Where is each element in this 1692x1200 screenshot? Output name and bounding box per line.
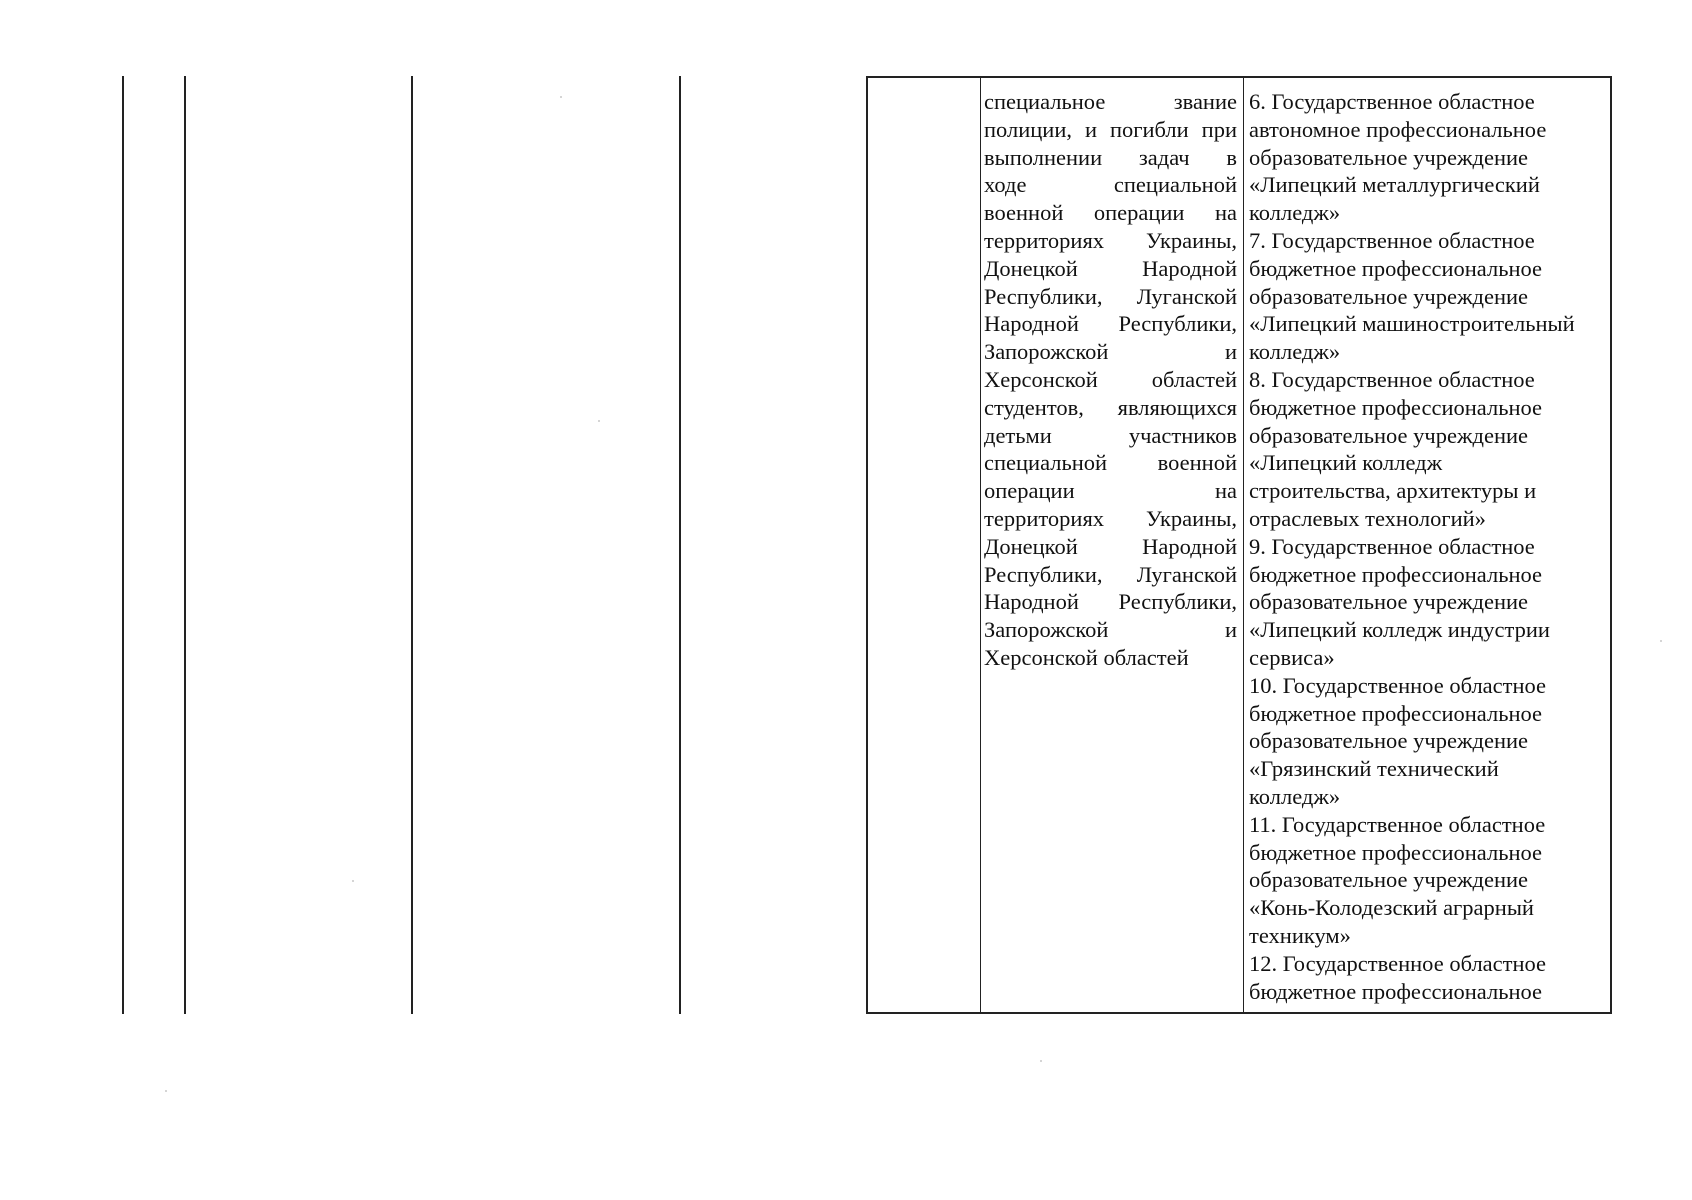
text-line: Запорожской и <box>984 339 1237 365</box>
text-line: бюджетное профессиональное <box>1249 561 1543 587</box>
text-line: «Конь-Колодезский аграрный <box>1249 895 1534 921</box>
text-line: Народной Республики, <box>984 589 1237 615</box>
text-line: образовательное учреждение <box>1249 144 1529 170</box>
text-line: 6. Государственное областное <box>1249 89 1535 114</box>
text-line: образовательное учреждение <box>1249 283 1529 309</box>
table-column-separator <box>1243 78 1244 1012</box>
text-line: Херсонской областей <box>984 644 1189 670</box>
text-line: образовательное учреждение <box>1249 867 1529 893</box>
text-line: операции на <box>984 478 1237 504</box>
text-line: техникум» <box>1249 922 1351 948</box>
text-line: выполнении задач в <box>984 144 1237 170</box>
text-line: 8. Государственное областное <box>1249 366 1535 392</box>
text-line: полиции, и погибли при <box>984 116 1237 142</box>
scan-speck <box>1660 640 1662 642</box>
text-line: территориях Украины, <box>984 505 1237 531</box>
left-table-rule-2 <box>184 76 186 1014</box>
text-line: сервиса» <box>1249 644 1335 670</box>
text-line: студентов, являющихся <box>984 394 1237 420</box>
text-line: бюджетное профессиональное <box>1249 839 1543 865</box>
scan-speck <box>1040 1060 1042 1062</box>
text-line: Донецкой Народной <box>984 533 1237 559</box>
text-line: бюджетное профессиональное <box>1249 255 1543 281</box>
text-line: колледж» <box>1249 200 1341 226</box>
text-line: отраслевых технологий» <box>1249 505 1486 531</box>
text-line: 11. Государственное областное <box>1249 811 1546 837</box>
text-line: специальное звание <box>984 89 1237 114</box>
text-line: военной операции на <box>984 200 1237 226</box>
document-table <box>866 76 1612 1014</box>
left-table-rule-3 <box>411 76 413 1014</box>
text-line: «Грязинский технический <box>1249 756 1499 782</box>
scan-speck <box>560 96 562 98</box>
text-line: образовательное учреждение <box>1249 728 1529 754</box>
text-line: «Липецкий колледж <box>1249 450 1443 476</box>
text-line: образовательное учреждение <box>1249 422 1529 448</box>
text-line: строительства, архитектуры и <box>1249 478 1537 504</box>
text-line: ходе специальной <box>984 172 1237 198</box>
text-line: детьми участников <box>984 422 1237 448</box>
scan-speck <box>598 420 600 422</box>
scan-speck <box>165 1090 167 1092</box>
text-line: Народной Республики, <box>984 311 1237 337</box>
text-line: Республики, Луганской <box>984 561 1237 587</box>
text-line: 7. Государственное областное <box>1249 227 1535 253</box>
text-line: Донецкой Народной <box>984 255 1237 281</box>
text-line: специальной военной <box>984 450 1237 476</box>
text-line: «Липецкий колледж индустрии <box>1249 617 1550 643</box>
text-line: колледж» <box>1249 783 1341 809</box>
text-line: 12. Государственное областное <box>1249 950 1547 976</box>
text-line: бюджетное профессиональное <box>1249 978 1543 1004</box>
text-line: 10. Государственное областное <box>1249 672 1547 698</box>
text-line: бюджетное профессиональное <box>1249 700 1543 726</box>
table-cell-eligibility <box>984 88 1237 672</box>
text-line: бюджетное профессиональное <box>1249 394 1543 420</box>
text-line: колледж» <box>1249 339 1341 365</box>
left-table-rule-1 <box>122 76 124 1014</box>
table-cell-institutions <box>1249 88 1609 1005</box>
text-line: Республики, Луганской <box>984 283 1237 309</box>
text-line: образовательное учреждение <box>1249 589 1529 615</box>
left-table-rule-4 <box>679 76 681 1014</box>
text-line: 9. Государственное областное <box>1249 533 1535 559</box>
scan-speck <box>352 880 354 882</box>
text-line: «Липецкий металлургический <box>1249 172 1540 198</box>
text-line: Запорожской и <box>984 617 1237 643</box>
text-line: автономное профессиональное <box>1249 116 1547 142</box>
text-line: территориях Украины, <box>984 227 1237 253</box>
text-line: Херсонской областей <box>984 366 1237 392</box>
text-line: «Липецкий машиностроительный <box>1249 311 1575 337</box>
table-column-separator <box>980 78 981 1012</box>
